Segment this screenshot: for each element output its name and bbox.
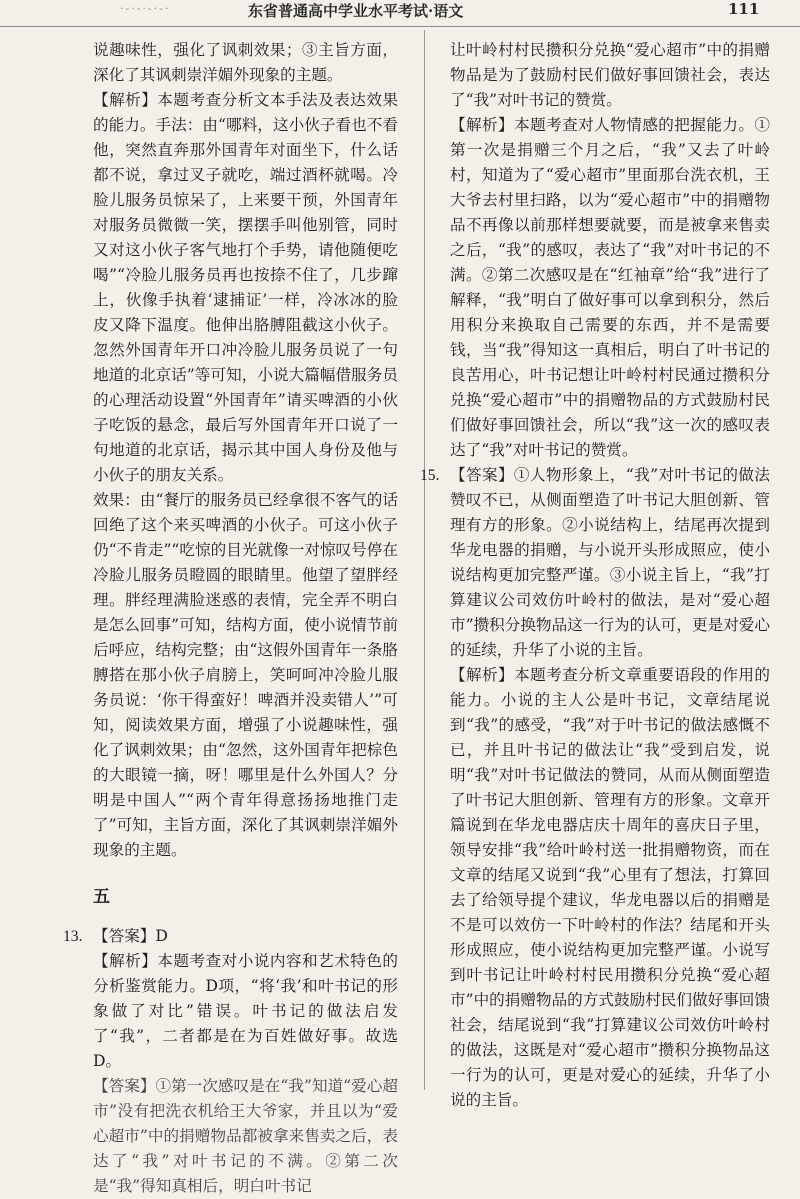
left-paragraph-effect: 效果：由“餐厅的服务员已经拿很不客气的话回绝了这个来买啤酒的小伙子。可这小伙子仍“不肯走”“吃惊的目光就像一对惊叹号停在冷脸儿服务员瞪圆的眼睛里。他望了望胖经理。胖经理满脸迷惑的表情，完全弄不明白是怎么回事”可知，结构方面，使小说情节前后呼应，结构完整；由“这假外国青年一条胳膊搭在那小伙子肩膀上，笑呵呵冲冷脸儿服务员说：‘你干得蛮好！啤酒并没卖错人’”可知，阅读效果方面，增强了小说趣味性，强化了讽刺效果；由“忽然，这外国青年把棕色的大眼镜一摘，呀！哪里是什么外国人？分明是中国人”“两个青年得意扬扬地推门走了”可知，主旨方面，深化了其讽刺崇洋媚外现象的主题。 — [93, 491, 398, 859]
question-15 — [420, 463, 770, 1113]
left-paragraph-analysis: 【解析】本题考查分析文本手法及表达效果的能力。手法：由“哪料，这小伙子看也不看他，突然直奔那外国青年对面坐下，什么话都不说，拿过叉子就吃，端过酒杯就喝。冷脸儿服务员惊呆了，上来要干预，外国青年对服务员微微一笑，摆摆手叫他别管，同时又对这小伙子客气地打个手势，请他随便吃喝”“冷脸儿服务员再也按捺不住了，几步蹿上，伙像手执着‘逮捕证’一样，冷冰冰的脸皮又降下温度。他伸出胳膊阻截这小伙子。忽然外国青年开口冲冷脸儿服务员说了一句地道的北京话”等可知，小说大篇幅借服务员的心理活动设置“外国青年”请买啤酒的小伙子吃饭的悬念，最后写外国青年开口说了一句地道的北京话，揭示其中国人身份及他与小伙子的朋友关系。 — [93, 91, 398, 484]
column-divider — [424, 30, 425, 1090]
header-ornament: ·-·-·-·-· — [120, 2, 171, 14]
q15-answer: 【答案】①人物形象上，“我”对叶书记的做法赞叹不已，从侧面塑造了叶书记大胆创新、管理有方的形象。②小说结构上，结尾再次提到华龙电器的捐赠，与小说开头形成照应，使小说结构更加完整严谨。③小说主旨上，“我”打算建议公司效仿叶岭村的做法，是对“爱心超市”攒积分换物品这一行为的认可，更是对爱心的延续，升华了小说的主旨。 — [450, 466, 770, 659]
right-paragraph-1: 让叶岭村村民攒积分兑换“爱心超市”中的捐赠物品是为了鼓励村民们做好事回馈社会，表达了“我”对叶书记的赞赏。 — [450, 41, 770, 109]
question-13 — [63, 924, 398, 1074]
question-number: 15. — [420, 467, 440, 484]
section-title: 五 — [93, 887, 110, 907]
left-paragraph-1: 说趣味性，强化了讽刺效果；③主旨方面，深化了其讽刺崇洋媚外现象的主题。 — [93, 41, 398, 84]
left-column — [63, 38, 398, 1199]
question-number: 13. — [63, 928, 83, 945]
q13-analysis: 【解析】本题考查对小说内容和艺术特色的分析鉴赏能力。D项，“将‘我’和叶书记的形象做了对比”错误。叶书记的做法启发了“我”，二者都是在为百姓做好事。故选D。 — [93, 952, 398, 1070]
q13-answer: 【答案】D — [93, 927, 168, 945]
right-column — [420, 38, 770, 1113]
page-header — [0, 0, 800, 27]
q14-answer: 【答案】①第一次感叹是在“我”知道“爱心超市”没有把洗衣机给王大爷家，并且以为“爱心超市”中的捐赠物品都被拿来售卖之后，表达了“我”对叶书记的不满。②第二次是“我”得知真相后，明白叶书记 — [93, 1077, 398, 1195]
header-title: 东省普通高中学业水平考试·语文 — [248, 2, 464, 20]
right-paragraph-analysis: 【解析】本题考查对人物情感的把握能力。①第一次是捐赠三个月之后，“我”又去了叶岭村，知道为了“爱心超市”里面那台洗衣机，王大爷去村里扫路，以为“爱心超市”中的捐赠物品不再像以前那样想要就要，而是被拿来售卖之后，“我”的感叹，表达了“我”对叶书记的不满。②第二次感叹是在“红袖章”给“我”进行了解释，“我”明白了做好事可以拿到积分，然后用积分来换取自己需要的东西，并不是需要钱，当“我”得知这一真相后，明白了叶书记的良苦用心，叶书记想让叶岭村村民通过攒积分兑换“爱心超市”中的捐赠物品的方式鼓励村民们做好事回馈社会，所以“我”这一次的感叹表达了“我”对叶书记的赞赏。 — [450, 116, 770, 459]
page-number: 111 — [728, 0, 760, 18]
q15-analysis: 【解析】本题考查分析文章重要语段的作用的能力。小说的主人公是叶书记，文章结尾说到“我”的感受，“我”对于叶书记的做法感慨不已，并且叶书记的做法让“我”受到启发，说明“我”对叶书记做法的赞同，从而从侧面塑造了叶书记大胆创新、管理有方的形象。文章开篇说到在华龙电器店庆十周年的喜庆日子里，领导安排“我”给叶岭村送一批捐赠物资，而在文章的结尾又说到“我”心里有了想法，打算回去了给领导提个建议，华龙电器以后的捐赠是不是可以效仿一下叶岭村的作法？结尾和开头形成照应，使小说结构更加完整严谨。小说写到叶书记让叶岭村村民用攒积分兑换“爱心超市”中的捐赠物品的方式鼓励村民们做好事回馈社会，结尾说到“我”打算建议公司效仿叶岭村的做法，这既是对“爱心超市”攒积分换物品这一行为的认可，更是对爱心的延续，升华了小说的主旨。 — [450, 666, 770, 1109]
